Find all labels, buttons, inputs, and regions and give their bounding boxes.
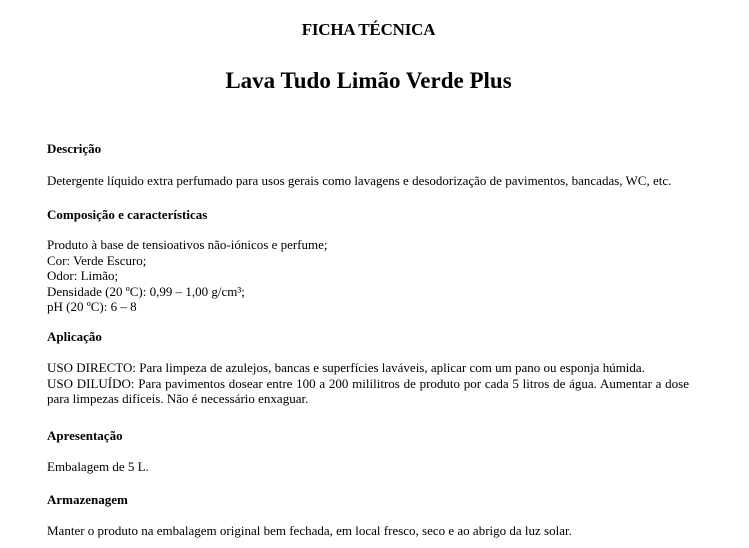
section-text-armazenagem: Manter o produto na embalagem original bem fechada, em local fresco, seco e ao abrigo da luz solar. [47,523,572,538]
section-heading-aplicacao: Aplicação [47,329,102,344]
composicao-line: Cor: Verde Escuro; [47,252,147,268]
section-text-descricao: Detergente líquido extra perfumado para usos gerais como lavagens e desodorização de pavimentos, bancadas, WC, etc. [47,173,672,188]
composicao-line: Odor: Limão; [47,268,119,283]
section-text-aplicacao [47,360,689,407]
document-type-heading: FICHA TÉCNICA [301,20,436,39]
section-text-apresentacao: Embalagem de 5 L. [47,459,149,474]
section-heading-apresentacao: Apresentação [47,428,123,443]
section-heading-armazenagem: Armazenagem [47,492,128,507]
aplicacao-uso-directo: USO DIRECTO: Para limpeza de azulejos, bancas e superfícies laváveis, aplicar com um pano ou esponja húmida. [47,360,645,375]
section-text-composicao [47,237,689,315]
section-heading-composicao: Composição e características [47,207,208,222]
section-heading-descricao: Descrição [47,141,102,156]
composicao-line: pH (20 ºC): 6 – 8 [47,299,137,314]
composicao-line: Produto à base de tensioativos não-iónicos e perfume; [47,237,328,252]
composicao-line: Densidade (20 ºC): 0,99 – 1,00 g/cm³; [47,283,245,299]
product-title: Lava Tudo Limão Verde Plus [225,68,512,93]
aplicacao-uso-diluido: USO DILUÍDO: Para pavimentos dosear entre 100 a 200 mililitros de produto por cada 5 litros de água. Aumentar a dose para limpezas difíceis. Não é necessário enxaguar. [47,375,689,406]
